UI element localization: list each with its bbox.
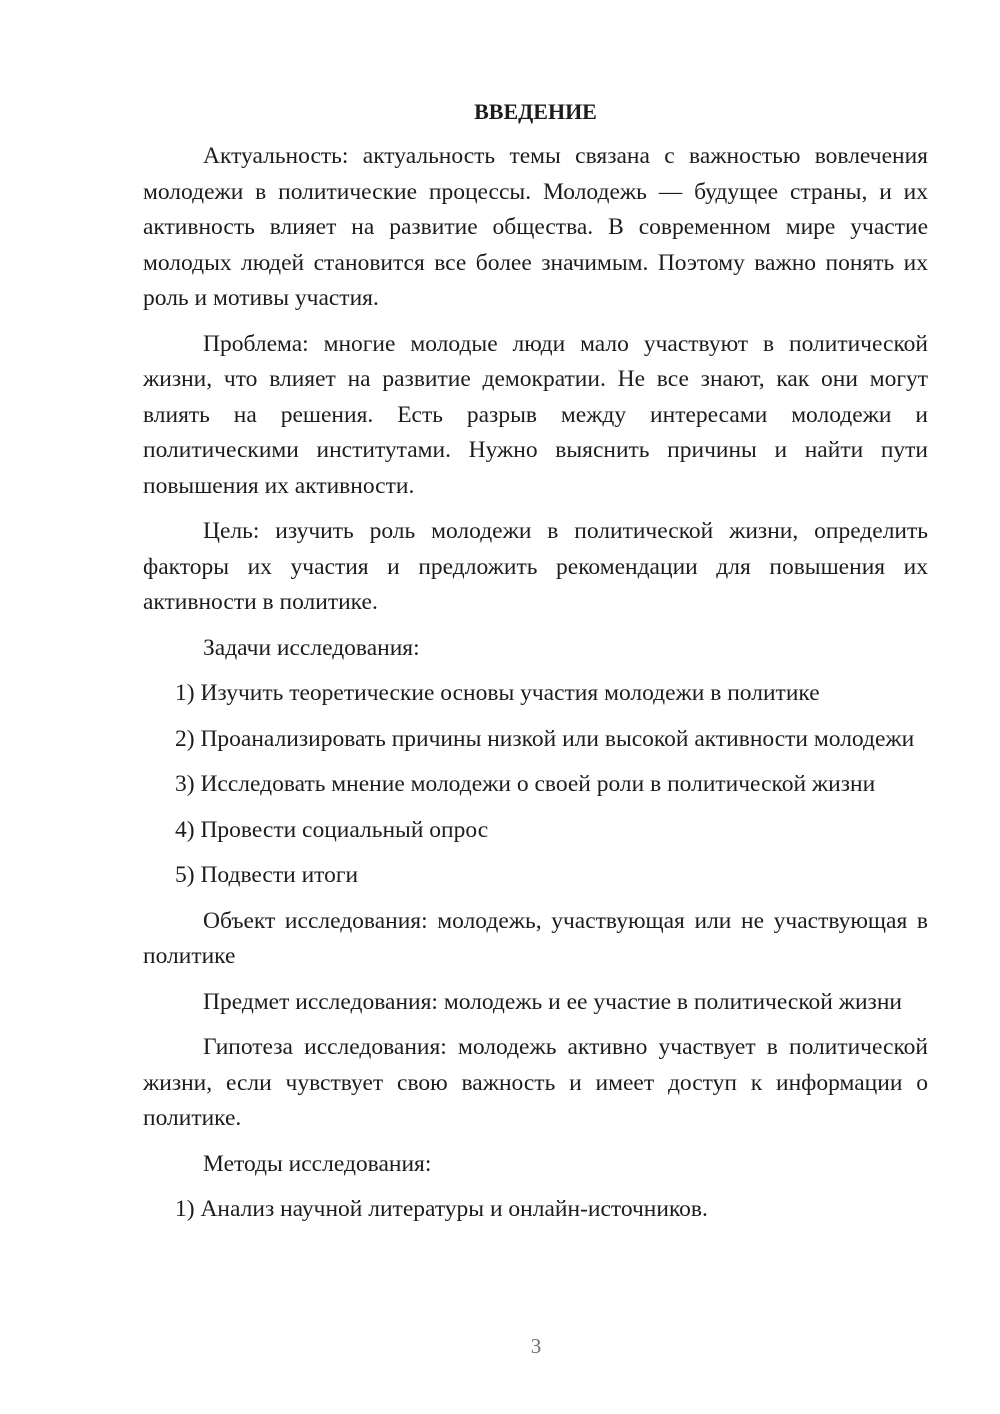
task-item: 5) Подвести итоги (175, 862, 359, 888)
task-item: 1) Изучить теоретические основы участия молодежи в политике (175, 680, 820, 706)
page-number: 3 (530, 1334, 542, 1358)
hypothesis-paragraph: Гипотеза исследования: молодежь активно участвует в политической жизни, если чувствует свою важность и имеет доступ к информации о политике. (143, 1034, 928, 1131)
goal-paragraph: Цель: изучить роль молодежи в политической жизни, определить факторы их участия и предложить рекомендации для повышения их активности в политике. (143, 518, 928, 615)
task-item: 3) Исследовать мнение молодежи о своей роли в политической жизни (175, 771, 876, 797)
task-item: 4) Провести социальный опрос (175, 816, 489, 843)
document-page (143, 94, 928, 1238)
problem-paragraph: Проблема: многие молодые люди мало участвуют в политической жизни, что влияет на развитие демократии. Не все знают, как они могут влиять на решения. Есть разрыв между интересами молодежи и политическими институтами. Нужно выяснить причины и найти пути повышения их активности. (143, 330, 928, 499)
method-item: 1) Анализ научной литературы и онлайн-источников. (175, 1196, 708, 1222)
section-title: ВВЕДЕНИЕ (474, 99, 597, 124)
methods-label: Методы исследования: (203, 1150, 432, 1177)
tasks-label: Задачи исследования: (203, 634, 420, 661)
subject-paragraph: Предмет исследования: молодежь и ее участие в политической жизни (203, 988, 902, 1015)
relevance-paragraph: Актуальность: актуальность темы связана с важностью вовлечения молодежи в политические процессы. Молодежь — будущее страны, и их активность влияет на развитие общества. В современном мире участие молодых людей становится все более значимым. Поэтому важно понять их роль и мотивы участия. (143, 143, 928, 311)
object-paragraph: Объект исследования: молодежь, участвующая или не участвующая в политике (143, 907, 928, 969)
task-item: 2) Проанализировать причины низкой или высокой активности молодежи (175, 725, 915, 752)
